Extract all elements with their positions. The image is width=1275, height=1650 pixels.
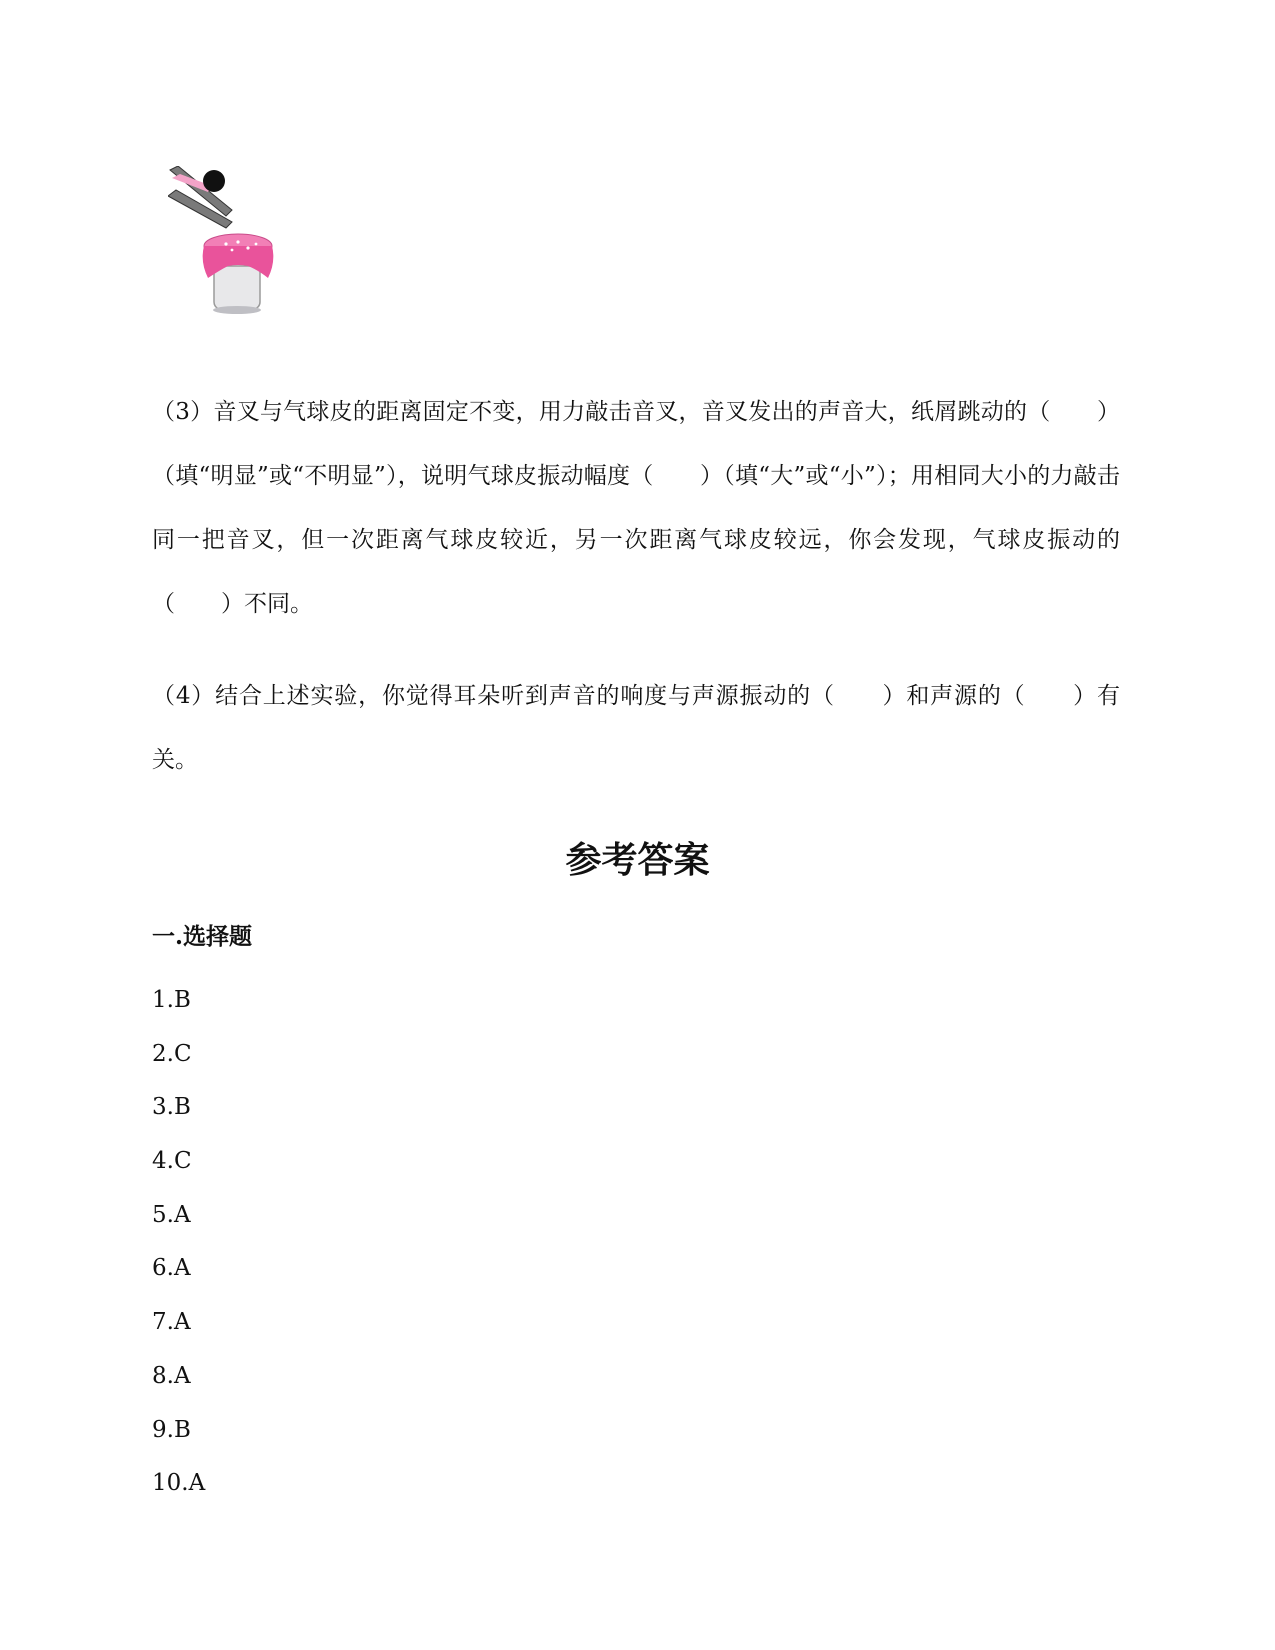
- tuning-fork-and-balloon-jar-icon: [168, 166, 293, 332]
- answer-list: [152, 983, 205, 1520]
- question-4-text: （4）结合上述实验，你觉得耳朵听到声音的响度与声源振动的（ ）和声源的（ ）有关。: [152, 683, 1120, 773]
- answer-item: 5.A: [152, 1201, 191, 1228]
- answer-key-title: 参考答案: [565, 839, 710, 881]
- answer-item: 7.A: [152, 1309, 191, 1336]
- answer-item: 2.C: [152, 1040, 192, 1067]
- answer-item: 10.A: [152, 1470, 206, 1497]
- section-title-multiple-choice: 一.选择题: [152, 923, 253, 950]
- answer-item: 9.B: [152, 1416, 191, 1443]
- answer-item: 3.B: [152, 1094, 191, 1121]
- answer-item: 4.C: [152, 1148, 192, 1175]
- answer-item: 6.A: [152, 1255, 191, 1282]
- answer-item: 8.A: [152, 1362, 191, 1389]
- question-3-text: （3）音叉与气球皮的距离固定不变，用力敲击音叉，音叉发出的声音大，纸屑跳动的（ ）（填“明显”或“不明显”），说明气球皮振动幅度（ ）（填“大”或“小”）；用相同大小的力敲击同一把音叉，但一次距离气球皮较近，另一次距离气球皮较远，你会发现，气球皮振动的（ ）不同。: [152, 399, 1120, 617]
- answer-item: 1.B: [152, 987, 191, 1013]
